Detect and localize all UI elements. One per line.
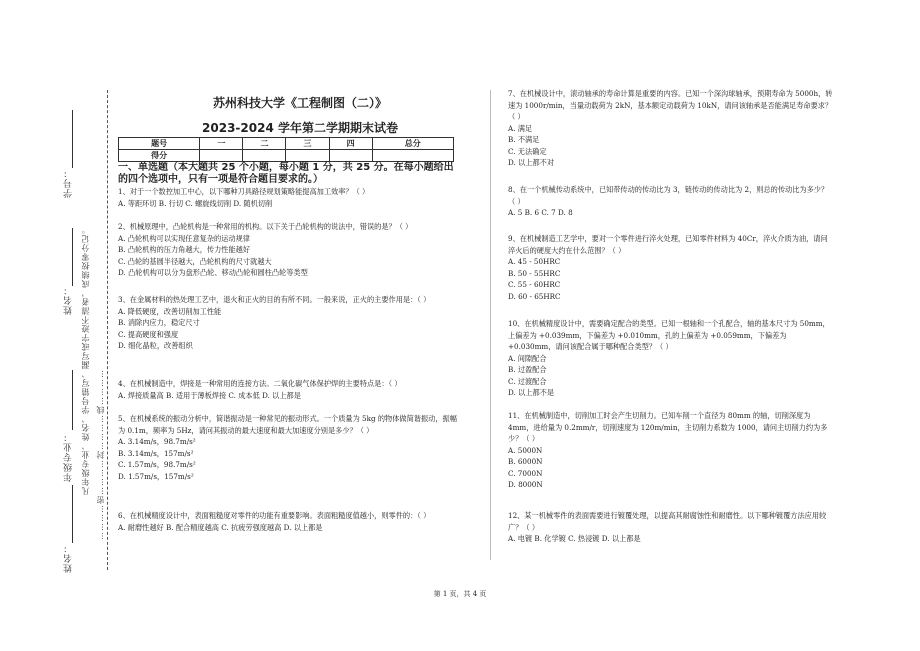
question-option: C. 55 - 60HRC	[508, 280, 561, 289]
question-option: A. 等距环切 B. 行切 C. 螺旋线切削 D. 随机切削	[118, 198, 273, 208]
question-option: B. 6000N	[508, 457, 543, 466]
question-option: B. 凸轮机构的压力角越大，传力性能越好	[118, 245, 251, 254]
question-stem: 2、机械原理中，凸轮机构是一种常用的机构。以下关于凸轮机构的说法中，错误的是？（ ）	[118, 222, 413, 231]
section-heading: 一、单选题（本大题共 25 个小题，每小题 1 分，共 25 分。在每小题给出的四个选项中，只有一项是符合题目要求的。）	[118, 162, 454, 185]
question-option: C. 凸轮的基圆半径越大，凸轮机构的尺寸就越大	[118, 256, 272, 266]
exam-subtitle: 2023-2024 学年第二学期期末试卷	[202, 121, 398, 135]
question-11	[508, 410, 833, 491]
question-stem: 5、在机械系统的振动分析中，简谐振动是一种常见的振动形式。一个质量为 5kg 的物体做简谐振动，振幅为 0.1m，频率为 5Hz，请问其振动的最大速度和最大加速度分别是多少？（ ）	[118, 414, 457, 435]
name-field[interactable]	[72, 228, 73, 286]
question-option: B. 过盈配合	[508, 365, 547, 374]
question-stem: 6、在机械精度设计中，表面粗糙度对零件的功能有重要影响。表面粗糙度值越小，则零件的：（ ）	[118, 511, 431, 520]
question-option: C. 7000N	[508, 468, 543, 478]
binding-notice: 凡年级专业、姓名、学号错写、漏写或字迹不清者，成绩按零分记。	[81, 225, 90, 495]
question-option: B. 不满足	[508, 135, 540, 144]
question-option: A. 电镀 B. 化学镀 C. 热浸镀 D. 以上都是	[508, 534, 641, 543]
question-2	[118, 221, 458, 279]
question-option: B. 50 - 55HRC	[508, 268, 561, 278]
score-header-row	[119, 138, 454, 150]
question-option: D. 细化晶粒，改善组织	[118, 341, 193, 350]
page-number: 第 1 页，共 4 页	[433, 590, 487, 598]
question-1	[118, 186, 458, 209]
question-option: A. 耐磨性越好 B. 配合精度越高 C. 抗疲劳强度越高 D. 以上都是	[118, 522, 323, 532]
question-option: A. 3.14m/s，98.7m/s²	[118, 437, 196, 446]
score-cell: 一	[200, 138, 243, 150]
question-12	[508, 510, 833, 545]
question-stem: 8、在一个机械传动系统中，已知带传动的传动比为 3，链传动的传动比为 2，则总的传动比为多少？（ ）	[508, 185, 829, 206]
question-stem: 1、对于一个数控加工中心，以下哪种刀具路径规划策略能提高加工效率？（ ）	[118, 187, 370, 196]
score-cell: 题号	[119, 138, 200, 150]
student-id-field[interactable]	[72, 110, 73, 168]
question-option: A. 间隙配合	[508, 353, 547, 363]
question-stem: 7、在机械设计中，滚动轴承的寿命计算是重要的内容。已知一个深沟球轴承，预期寿命为 5000h，转速为 1000r/min，当量动载荷为 2kN，基本额定动载荷为 10kN，请问该轴承是否能满足寿命要求？（ ）	[508, 89, 833, 121]
score-input-cell[interactable]	[200, 150, 243, 162]
question-option: D. 8000N	[508, 480, 543, 489]
score-cell: 总分	[372, 138, 453, 150]
question-option: D. 60 - 65HRC	[508, 291, 561, 301]
question-4	[118, 378, 458, 401]
question-option: A. 5000N	[508, 445, 543, 455]
major-field[interactable]	[72, 370, 73, 430]
score-cell: 二	[243, 138, 286, 150]
question-option: D. 以上都不对	[508, 158, 555, 167]
question-option: D. 以上都不是	[508, 388, 555, 397]
question-stem: 4、在机械制造中，焊接是一种常用的连接方法。二氧化碳气体保护焊的主要特点是：（ ）	[118, 379, 402, 388]
question-stem: 10、在机械精度设计中，需要确定配合的类型。已知一根轴和一个孔配合，轴的基本尺寸为 50mm，上偏差为 +0.039mm，下偏差为 +0.010mm，孔的上偏差为 +0.059mm，下偏差为 +0.030mm，请问该配合属于哪种配合类型？（ ）	[508, 319, 830, 351]
question-6	[118, 510, 458, 533]
score-cell: 得分	[119, 150, 200, 162]
question-option: A. 满足	[508, 123, 533, 133]
score-cell: 四	[329, 138, 372, 150]
question-7	[508, 88, 833, 169]
question-option: B. 3.14m/s，157m/s²	[118, 448, 194, 458]
question-10	[508, 318, 833, 399]
score-input-cell[interactable]	[286, 150, 329, 162]
question-3	[118, 294, 458, 352]
exam-title: 苏州科技大学《工程制图（二）》	[212, 96, 387, 110]
question-option: D. 1.57m/s，157m/s²	[118, 471, 194, 481]
question-option: C. 提高硬度和强度	[118, 329, 179, 339]
question-9	[508, 233, 833, 302]
name-label: 姓名：	[64, 285, 74, 315]
seal-dashed-line	[107, 90, 108, 570]
question-option: A. 降低硬度，改善切削加工性能	[118, 306, 222, 316]
question-option: C. 1.57m/s，98.7m/s²	[118, 460, 196, 469]
question-option: D. 凸轮机构可以分为盘形凸轮、移动凸轮和圆柱凸轮等类型	[118, 268, 308, 277]
question-option: A. 45 - 50HRC	[508, 257, 561, 266]
score-cell: 三	[286, 138, 329, 150]
question-8	[508, 184, 833, 219]
score-input-cell[interactable]	[243, 150, 286, 162]
major-label: 年级专业：	[64, 432, 74, 482]
name-label-bottom: 姓名：	[64, 543, 74, 573]
question-option: B. 消除内应力，稳定尺寸	[118, 318, 200, 327]
name-field-bottom[interactable]	[72, 485, 73, 543]
column-divider	[490, 90, 491, 560]
student-id-label: 学号：	[64, 168, 74, 198]
score-input-cell[interactable]	[329, 150, 372, 162]
question-stem: 12、某一机械零件的表面需要进行镀覆处理，以提高其耐腐蚀性和耐磨性。以下哪种镀覆方法应用较广？（ ）	[508, 511, 827, 532]
question-option: C. 无法确定	[508, 146, 547, 156]
question-5	[118, 413, 458, 482]
question-stem: 9、在机械制造工艺学中，要对一个零件进行淬火处理，已知零件材料为 40Cr，淬火介质为油，请问淬火后的硬度大约在什么范围？（ ）	[508, 234, 828, 255]
question-option: A. 焊接质量高 B. 适用于薄板焊接 C. 成本低 D. 以上都是	[118, 390, 301, 400]
seal-line-text: …………密…………封…………线…………	[96, 369, 105, 540]
question-stem: 3、在金属材料的热处理工艺中，退火和正火的目的有所不同。一般来说，正火的主要作用是：（ ）	[118, 295, 431, 304]
score-input-cell[interactable]	[372, 150, 453, 162]
question-option: A. 凸轮机构可以实现任意复杂的运动规律	[118, 233, 250, 243]
question-option: A. 5 B. 6 C. 7 D. 8	[508, 208, 573, 217]
score-table	[118, 137, 454, 162]
question-stem: 11、在机械制造中，切削加工时会产生切削力。已知车削一个直径为 80mm 的轴，切削深度为 4mm，进给量为 0.2mm/r，切削速度为 120m/min，主切削力系数为 1000，请问主切削力约为多少？（ ）	[508, 411, 828, 443]
score-value-row	[119, 150, 454, 162]
question-option: C. 过渡配合	[508, 376, 547, 386]
